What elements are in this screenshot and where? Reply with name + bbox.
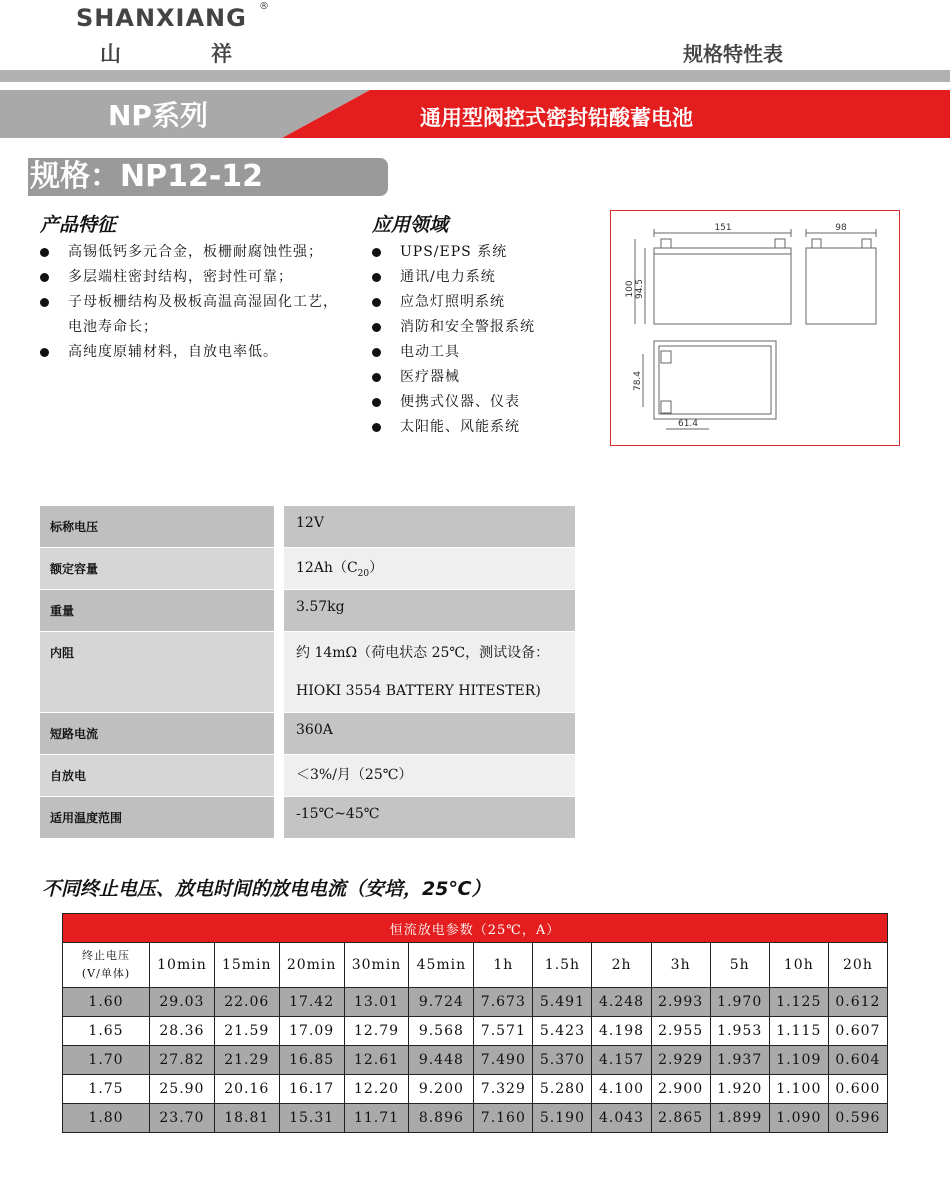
discharge-value-cell: 5.423 [533, 1017, 592, 1046]
top-view-outline [654, 341, 776, 419]
discharge-value-cell: 12.79 [344, 1017, 409, 1046]
column-header: 20min [279, 943, 344, 988]
cutoff-voltage-header: 终止电压 (V/单体) [63, 943, 150, 988]
discharge-value-cell: 18.81 [214, 1104, 279, 1133]
bullet-icon [372, 398, 381, 407]
cutoff-voltage-cell: 1.75 [63, 1075, 150, 1104]
spec-value: 3.57kg [279, 590, 575, 632]
features-list [40, 240, 340, 365]
list-item: 太阳能、风能系统 [372, 415, 602, 440]
table-row [40, 755, 575, 797]
discharge-table [62, 913, 888, 1133]
discharge-value-cell: 1.090 [769, 1104, 828, 1133]
bullet-icon [372, 298, 381, 307]
discharge-value-cell: 2.929 [651, 1046, 710, 1075]
discharge-value-cell: 12.20 [344, 1075, 409, 1104]
discharge-value-cell: 21.29 [214, 1046, 279, 1075]
column-header: 5h [710, 943, 769, 988]
discharge-value-cell: 17.42 [279, 988, 344, 1017]
cutoff-voltage-cell: 1.60 [63, 988, 150, 1017]
discharge-value-cell: 29.03 [150, 988, 215, 1017]
spec-value: 约 14mΩ（荷电状态 25℃，测试设备： HIOKI 3554 BATTERY HITESTER) [279, 632, 575, 713]
discharge-body [63, 988, 888, 1133]
list-item: 高纯度原辅材料，自放电率低。 [40, 340, 340, 365]
features-heading: 产品特征 [40, 214, 117, 236]
discharge-value-cell: 0.607 [828, 1017, 887, 1046]
column-header: 45min [409, 943, 474, 988]
bullet-icon [372, 323, 381, 332]
brand-cn-char-2: 祥 [211, 42, 232, 66]
discharge-value-cell: 1.125 [769, 988, 828, 1017]
discharge-value-cell: 0.604 [828, 1046, 887, 1075]
spec-value: 12V [279, 506, 575, 548]
cutoff-voltage-cell: 1.65 [63, 1017, 150, 1046]
table-row [40, 548, 575, 590]
table-row [40, 797, 575, 839]
brand-cn-char-1: 山 [100, 42, 121, 66]
list-item: 高锡低钙多元合金，板栅耐腐蚀性强； [40, 240, 340, 265]
discharge-value-cell: 25.90 [150, 1075, 215, 1104]
bullet-icon [40, 248, 49, 257]
discharge-value-cell: 28.36 [150, 1017, 215, 1046]
column-header: 10h [769, 943, 828, 988]
discharge-value-cell: 7.490 [474, 1046, 533, 1075]
discharge-value-cell: 5.370 [533, 1046, 592, 1075]
spec-label: 适用温度范围 [40, 797, 279, 839]
discharge-value-cell: 4.248 [592, 988, 651, 1017]
column-header: 1.5h [533, 943, 592, 988]
spec-label: 内阻 [40, 632, 279, 713]
front-view-outline [654, 248, 791, 324]
bullet-icon [372, 348, 381, 357]
table-row [63, 1075, 888, 1104]
discharge-value-cell: 0.596 [828, 1104, 887, 1133]
list-item: 通讯/电力系统 [372, 265, 602, 290]
discharge-caption-row [63, 914, 888, 943]
dim-terminal-x: 61.4 [677, 419, 699, 429]
table-row [40, 713, 575, 755]
discharge-value-cell: 5.190 [533, 1104, 592, 1133]
table-row [40, 590, 575, 632]
bullet-icon [372, 423, 381, 432]
side-view-outline [806, 248, 876, 324]
column-header: 3h [651, 943, 710, 988]
list-item: 子母板栅结构及极板高温高湿固化工艺，电池寿命长； [40, 290, 340, 340]
list-item: 便携式仪器、仪表 [372, 390, 602, 415]
list-item: 应急灯照明系统 [372, 290, 602, 315]
discharge-value-cell: 1.899 [710, 1104, 769, 1133]
spec-value: $12Ah(C_{20})$ [279, 548, 575, 590]
column-header: 2h [592, 943, 651, 988]
spec-table [40, 506, 575, 839]
spec-label: 标称电压 [40, 506, 279, 548]
discharge-header-row [63, 943, 888, 988]
discharge-value-cell: 1.953 [710, 1017, 769, 1046]
terminal-right [775, 239, 785, 248]
column-header: 30min [344, 943, 409, 988]
column-header: 1h [474, 943, 533, 988]
discharge-value-cell: 1.115 [769, 1017, 828, 1046]
series-description: 通用型阀控式密封铅酸蓄电池 [420, 106, 693, 130]
discharge-value-cell: 7.571 [474, 1017, 533, 1046]
column-header: 20h [828, 943, 887, 988]
discharge-value-cell: 1.970 [710, 988, 769, 1017]
list-item: 医疗器械 [372, 365, 602, 390]
terminal-left [661, 239, 671, 248]
table-row [63, 1046, 888, 1075]
discharge-value-cell: 23.70 [150, 1104, 215, 1133]
header-rule [0, 70, 950, 82]
list-item: 消防和安全警报系统 [372, 315, 602, 340]
bullet-icon [372, 373, 381, 382]
discharge-value-cell: 5.280 [533, 1075, 592, 1104]
discharge-value-cell: 22.06 [214, 988, 279, 1017]
discharge-value-cell: 4.157 [592, 1046, 651, 1075]
discharge-value-cell: 16.85 [279, 1046, 344, 1075]
discharge-value-cell: 2.865 [651, 1104, 710, 1133]
discharge-caption: 恒流放电参数（25℃，A） [63, 914, 888, 943]
discharge-value-cell: 1.109 [769, 1046, 828, 1075]
discharge-value-cell: 9.724 [409, 988, 474, 1017]
applications-heading: 应用领域 [372, 214, 449, 236]
brand-logo-text: SHANXIANG [76, 4, 247, 32]
discharge-value-cell: 7.673 [474, 988, 533, 1017]
table-row [63, 1104, 888, 1133]
bullet-icon [40, 348, 49, 357]
discharge-value-cell: 8.896 [409, 1104, 474, 1133]
spec-value: 360A [279, 713, 575, 755]
list-item: UPS/EPS 系统 [372, 240, 602, 265]
table-row [40, 506, 575, 548]
discharge-value-cell: 27.82 [150, 1046, 215, 1075]
dimension-drawing-svg [611, 211, 898, 444]
discharge-value-cell: 1.937 [710, 1046, 769, 1075]
discharge-value-cell: 4.043 [592, 1104, 651, 1133]
column-header: 15min [214, 943, 279, 988]
table-row [63, 988, 888, 1017]
spec-label: 重量 [40, 590, 279, 632]
brand-chinese-name [100, 38, 232, 68]
dim-length: 151 [714, 223, 732, 233]
discharge-value-cell: 0.612 [828, 988, 887, 1017]
discharge-value-cell: 9.200 [409, 1075, 474, 1104]
discharge-value-cell: 16.17 [279, 1075, 344, 1104]
discharge-value-cell: 2.955 [651, 1017, 710, 1046]
discharge-value-cell: 7.329 [474, 1075, 533, 1104]
registered-mark: ® [259, 1, 269, 12]
discharge-value-cell: 9.448 [409, 1046, 474, 1075]
dim-width: 98 [835, 223, 847, 233]
discharge-value-cell: 4.100 [592, 1075, 651, 1104]
discharge-value-cell: 21.59 [214, 1017, 279, 1046]
spec-value: ＜3%/月（25℃） [279, 755, 575, 797]
spec-label: 自放电 [40, 755, 279, 797]
bullet-icon [372, 273, 381, 282]
discharge-value-cell: 2.900 [651, 1075, 710, 1104]
discharge-value-cell: 11.71 [344, 1104, 409, 1133]
discharge-value-cell: 17.09 [279, 1017, 344, 1046]
spec-label: 额定容量 [40, 548, 279, 590]
bullet-icon [40, 298, 49, 307]
list-item: 多层端柱密封结构，密封性可靠； [40, 265, 340, 290]
dimension-drawing [610, 210, 900, 446]
dim-total-height: 100 [625, 280, 635, 298]
cutoff-voltage-cell: 1.80 [63, 1104, 150, 1133]
document-type-title: 规格特性表 [683, 42, 783, 66]
discharge-value-cell: 7.160 [474, 1104, 533, 1133]
column-header: 10min [150, 943, 215, 988]
spec-value: -15℃~45℃ [279, 797, 575, 839]
table-row [40, 632, 575, 713]
list-item: 电动工具 [372, 340, 602, 365]
series-name: NP系列 [108, 99, 208, 132]
bullet-icon [40, 273, 49, 282]
cutoff-voltage-cell: 1.70 [63, 1046, 150, 1075]
discharge-value-cell: 1.920 [710, 1075, 769, 1104]
table-row [63, 1017, 888, 1046]
discharge-value-cell: 4.198 [592, 1017, 651, 1046]
discharge-title: 不同终止电压、放电时间的放电电流（安培，25℃） [42, 878, 491, 900]
bullet-icon [372, 248, 381, 257]
dim-height: 94.5 [635, 278, 645, 300]
dim-terminal-y: 78.4 [633, 370, 643, 392]
discharge-value-cell: 13.01 [344, 988, 409, 1017]
discharge-value-cell: 12.61 [344, 1046, 409, 1075]
model-title: 规格：NP12-12 [30, 159, 264, 194]
discharge-value-cell: 0.600 [828, 1075, 887, 1104]
discharge-value-cell: 20.16 [214, 1075, 279, 1104]
discharge-value-cell: 15.31 [279, 1104, 344, 1133]
applications-list [372, 240, 602, 440]
discharge-value-cell: 2.993 [651, 988, 710, 1017]
discharge-value-cell: 1.100 [769, 1075, 828, 1104]
discharge-value-cell: 9.568 [409, 1017, 474, 1046]
spec-label: 短路电流 [40, 713, 279, 755]
discharge-value-cell: 5.491 [533, 988, 592, 1017]
